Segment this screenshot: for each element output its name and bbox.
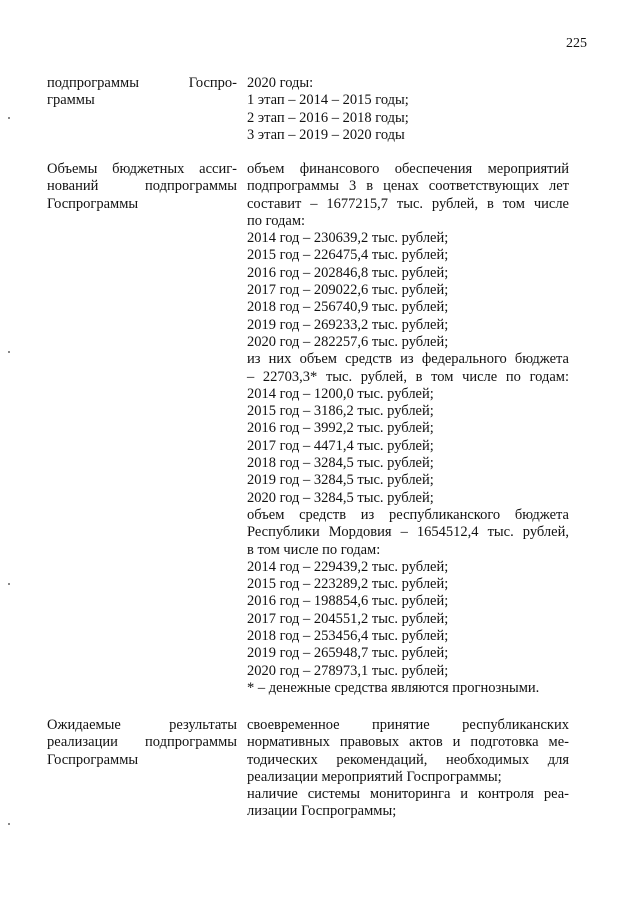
label-line: нований подпрограммы (47, 178, 237, 195)
content-line: 2016 год – 202846,8 тыс. рублей; (247, 264, 449, 281)
row-content (247, 717, 569, 821)
content-line: своевременное принятие республиканских (247, 717, 569, 733)
content-line: 2016 год – 198854,6 тыс. рублей; (247, 593, 449, 610)
content-line: 2015 год – 223289,2 тыс. рублей; (247, 576, 449, 593)
row-label (47, 161, 237, 213)
content-line: тодических рекомендаций, необходимых для (247, 751, 569, 768)
label-line: Объемы бюджетных ассиг- (47, 161, 237, 177)
row-label (47, 717, 237, 769)
label-line: Госпрограммы (47, 751, 139, 768)
content-line: 2015 год – 226475,4 тыс. рублей; (247, 247, 449, 264)
content-line: 2018 год – 3284,5 тыс. рублей; (247, 455, 434, 472)
content-line: Республики Мордовия – 1654512,4 тыс. рублей, (247, 524, 569, 541)
content-line: 2017 год – 209022,6 тыс. рублей; (247, 282, 449, 299)
label-line: Ожидаемые результаты (47, 717, 237, 733)
content-line: 2020 год – 282257,6 тыс. рублей; (247, 333, 449, 350)
margin-mark (8, 117, 10, 119)
content-line: подпрограммы 3 в ценах соответствующих лет (247, 178, 569, 195)
content-line: 2014 год – 1200,0 тыс. рублей; (247, 385, 434, 402)
content-line: 2019 год – 3284,5 тыс. рублей; (247, 472, 434, 489)
label-line: подпрограммы Госпро- (47, 75, 237, 91)
label-line: реализации подпрограммы (47, 734, 237, 751)
content-line: 2019 год – 265948,7 тыс. рублей; (247, 645, 449, 662)
content-line: – 22703,3* тыс. рублей, в том числе по годам: (247, 368, 569, 385)
content-line: лизации Госпрограммы; (247, 803, 397, 820)
margin-mark (8, 583, 10, 585)
content-line: 2017 год – 4471,4 тыс. рублей; (247, 437, 434, 454)
content-line: 2020 годы: (247, 75, 314, 91)
label-line: граммы (47, 92, 95, 109)
content-line: из них объем средств из федерального бюджета (247, 351, 569, 368)
content-line: по годам: (247, 212, 306, 229)
content-line: 2017 год – 204551,2 тыс. рублей; (247, 610, 449, 627)
margin-mark (8, 351, 10, 353)
page-number: 225 (566, 36, 587, 51)
content-line: в том числе по годам: (247, 541, 381, 558)
content-line: наличие системы мониторинга и контроля реа- (247, 786, 569, 803)
content-line: 2016 год – 3992,2 тыс. рублей; (247, 420, 434, 437)
content-line: реализации мероприятий Госпрограммы; (247, 768, 502, 785)
row-content (247, 75, 569, 144)
content-line: 2014 год – 230639,2 тыс. рублей; (247, 230, 449, 247)
content-line: 2015 год – 3186,2 тыс. рублей; (247, 403, 434, 420)
content-line: 2014 год – 229439,2 тыс. рублей; (247, 558, 449, 575)
content-line: нормативных правовых актов и подготовка ме- (247, 734, 569, 751)
margin-mark (8, 823, 10, 825)
content-line: 3 этап – 2019 – 2020 годы (247, 126, 405, 143)
content-line: составит – 1677215,7 тыс. рублей, в том числе (247, 195, 569, 212)
content-line: 1 этап – 2014 – 2015 годы; (247, 92, 409, 109)
content-line: 2019 год – 269233,2 тыс. рублей; (247, 316, 449, 333)
row-label (47, 75, 237, 110)
content-line: 2018 год – 256740,9 тыс. рублей; (247, 299, 449, 316)
content-line: 2 этап – 2016 – 2018 годы; (247, 109, 409, 126)
content-line: объем финансового обеспечения мероприятий (247, 161, 569, 177)
content-line: 2020 год – 3284,5 тыс. рублей; (247, 489, 434, 506)
row-content (247, 161, 569, 697)
content-line: 2020 год – 278973,1 тыс. рублей; (247, 662, 449, 679)
content-line: * – денежные средства являются прогнозными. (247, 679, 540, 696)
content-line: объем средств из республиканского бюджета (247, 506, 569, 523)
content-line: 2018 год – 253456,4 тыс. рублей; (247, 628, 449, 645)
label-line: Госпрограммы (47, 195, 139, 212)
